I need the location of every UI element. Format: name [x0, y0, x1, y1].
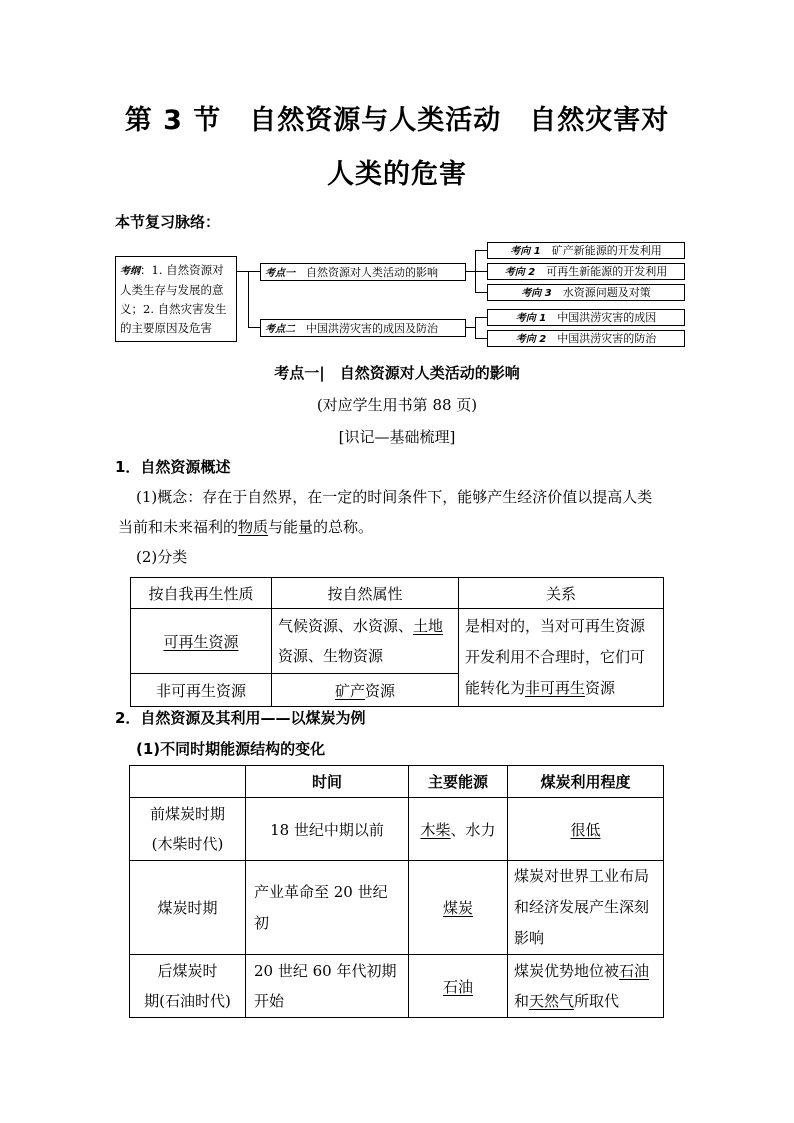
s1-concept-line-1: (1)概念：存在于自然界，在一定的时间条件下，能够产生经济价值以提高人类	[136, 488, 653, 506]
cell-text: 资源、生物资源	[278, 647, 384, 665]
direction-1-3-box	[487, 284, 685, 301]
energy-structure-table	[129, 765, 664, 1018]
resource-classification-table	[130, 577, 664, 707]
table-header: 煤炭利用程度	[508, 766, 664, 798]
table-header: 按自然属性	[272, 578, 459, 609]
table-cell	[246, 955, 409, 1018]
direction-tag: 考向 2	[515, 334, 547, 345]
cell-text: 煤炭优势地位被	[514, 962, 620, 980]
direction-tag: 考向 3	[521, 288, 552, 299]
exam-outline-tag: 考纲	[120, 266, 140, 277]
outline-heading: 本节复习脉络：	[115, 213, 221, 231]
cell-text: 能转化为	[465, 679, 526, 697]
cell-text: 影响	[514, 929, 545, 947]
exam-point-2-text: 中国洪涝灾害的成因及防治	[306, 322, 438, 335]
section-heading-text: 考点一| 自然资源对人类活动的影响	[274, 364, 520, 382]
connector	[475, 250, 487, 251]
direction-2-2-box	[487, 330, 685, 347]
cell-text: 所取代	[574, 992, 620, 1010]
s1-heading: 1．自然资源概述	[115, 458, 231, 476]
table-header: 关系	[459, 578, 664, 609]
table-cell	[130, 955, 246, 1018]
connector	[248, 271, 260, 272]
direction-text: 矿产新能源的开发利用	[551, 244, 662, 257]
page-title-line-2: 人类的危害	[327, 159, 467, 190]
cell-text: 后煤炭时	[157, 962, 218, 980]
subsection-label: [识记—基础梳理]	[338, 428, 456, 446]
exam-point-2-box	[260, 319, 466, 337]
answer-oil: 石油	[619, 962, 650, 980]
cell-text: 是相对的，当对可再生资源	[465, 617, 646, 635]
table-cell	[409, 798, 508, 861]
direction-text: 中国洪涝灾害的防治	[557, 332, 657, 345]
table-header: 按自我再生性质	[131, 578, 272, 609]
table-cell	[246, 861, 409, 955]
s1-classify-label: (2)分类	[136, 548, 188, 566]
cell-text: 期(石油时代)	[144, 992, 231, 1010]
concept-text: 当前和未来福利的	[118, 518, 239, 536]
cell-text: 气候资源、水资源、	[278, 617, 414, 635]
table-header-row	[130, 766, 664, 798]
answer-natural-gas: 天然气	[529, 992, 575, 1010]
answer-very-low: 很低	[570, 820, 601, 839]
cell-text: (木柴时代)	[151, 835, 224, 853]
connector	[475, 317, 476, 339]
table-row	[130, 955, 664, 1018]
table-row	[130, 798, 664, 861]
exam-outline-text: ：1. 自然资源对人类生存与发展的意义；2. 自然灾害发生的主要原因及危害	[120, 263, 227, 335]
exam-point-1-tag: 考点一	[265, 268, 295, 279]
cell-text: 初	[254, 913, 270, 932]
table-cell	[272, 674, 459, 707]
cell-text: 煤炭对世界工业布局	[514, 867, 650, 885]
cell-text: 前煤炭时期	[149, 805, 225, 823]
table-header: 主要能源	[409, 766, 508, 798]
exam-point-2-tag: 考点二	[265, 324, 295, 335]
table-cell: 非可再生资源	[131, 674, 272, 707]
table-header-row	[131, 578, 664, 609]
answer-mineral: 矿产	[334, 681, 365, 700]
cell-text: 和经济发展产生深刻	[514, 898, 650, 916]
table-row	[130, 861, 664, 955]
table-cell	[508, 861, 664, 955]
cell-text: 和	[514, 992, 530, 1010]
s1-concept-line-2	[118, 512, 373, 542]
table-cell	[131, 609, 272, 674]
answer-oil: 石油	[442, 977, 473, 996]
cell-text: 产业革命至 20 世纪	[254, 882, 388, 901]
s2-heading: 2．自然资源及其利用——以煤炭为例	[115, 709, 366, 727]
direction-tag: 考向 1	[515, 313, 547, 324]
connector	[475, 292, 487, 293]
exam-point-1-box	[260, 263, 466, 281]
cell-text: 资源	[585, 679, 616, 697]
page-title-line-1: 第 3 节 自然资源与人类活动 自然灾害对	[124, 105, 670, 136]
connector	[475, 271, 487, 272]
cell-text: 开始	[254, 992, 285, 1010]
table-cell	[130, 798, 246, 861]
exam-point-1-text: 自然资源对人类活动的影响	[306, 266, 438, 279]
section-heading	[0, 362, 794, 383]
table-cell	[508, 955, 664, 1018]
direction-1-1-box	[487, 242, 685, 259]
answer-land: 土地	[413, 617, 444, 635]
answer-nonrenewable: 非可再生	[525, 679, 586, 697]
cell-text: 资源	[365, 681, 396, 700]
exam-outline-box	[115, 256, 237, 342]
direction-text: 可再生新能源的开发利用	[546, 265, 668, 278]
connector	[475, 338, 487, 339]
textbook-reference: (对应学生用书第 88 页)	[316, 396, 478, 414]
connector	[248, 327, 260, 328]
direction-1-2-box	[487, 263, 685, 280]
concept-answer: 物质	[238, 518, 269, 536]
direction-text: 水资源问题及对策	[562, 286, 651, 299]
direction-tag: 考向 2	[504, 267, 536, 278]
direction-text: 中国洪涝灾害的成因	[557, 311, 657, 324]
table-cell: 18 世纪中期以前	[246, 798, 409, 861]
table-row	[131, 609, 664, 674]
direction-2-1-box	[487, 309, 685, 326]
table-cell	[409, 955, 508, 1018]
table-cell	[272, 609, 459, 674]
cell-text: 开发利用不合理时，它们可	[465, 648, 646, 666]
concept-text: 与能量的总称。	[268, 518, 374, 536]
connector	[475, 317, 487, 318]
table-header	[130, 766, 246, 798]
direction-tag: 考向 1	[510, 246, 541, 257]
s2-subheading: (1)不同时期能源结构的变化	[136, 740, 326, 758]
answer-renewable: 可再生资源	[163, 632, 239, 651]
cell-text: 20 世纪 60 年代初期	[254, 962, 397, 980]
answer-wood: 木柴	[420, 820, 451, 839]
cell-text: 、水力	[450, 820, 496, 839]
answer-coal: 煤炭	[442, 899, 473, 917]
table-header: 时间	[246, 766, 409, 798]
table-cell-relation	[459, 609, 664, 707]
table-cell: 煤炭时期	[130, 861, 246, 955]
table-cell	[508, 798, 664, 861]
connector	[248, 271, 249, 328]
table-cell	[409, 861, 508, 955]
